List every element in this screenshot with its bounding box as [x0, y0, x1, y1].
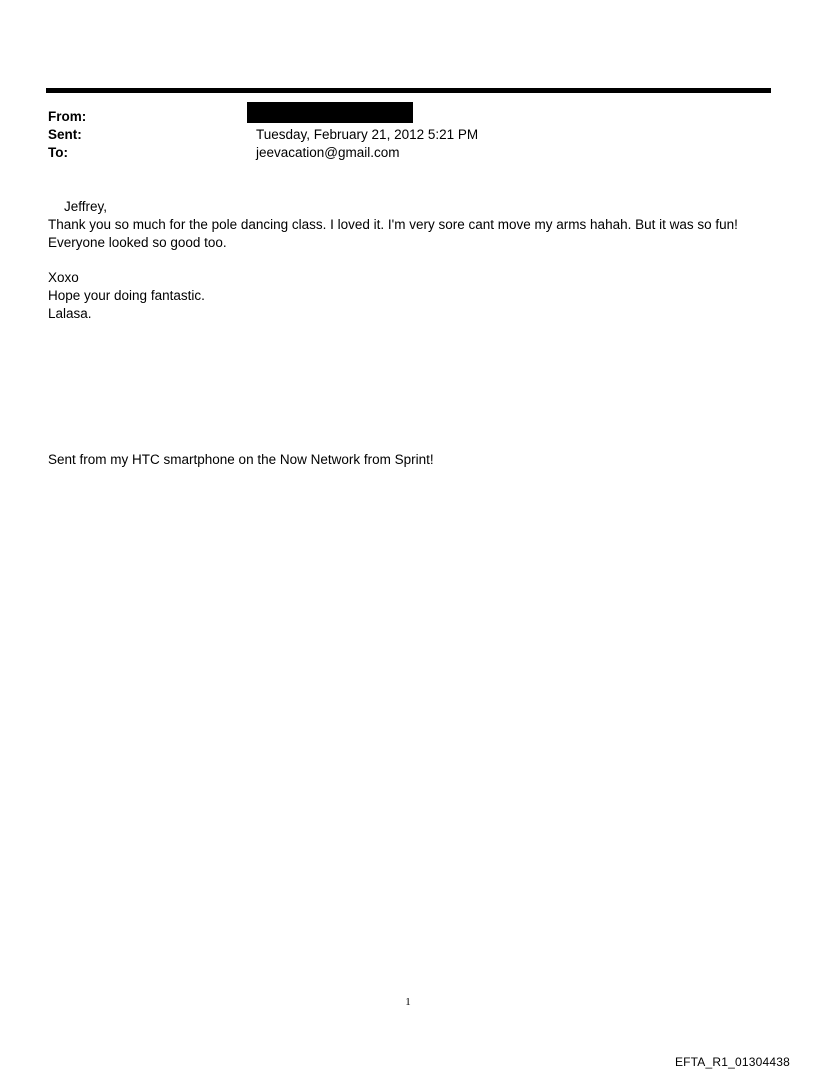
sent-label: Sent:	[48, 127, 82, 142]
signoff-xoxo: Xoxo	[48, 270, 79, 285]
to-label: To:	[48, 145, 68, 160]
signoff-name: Lalasa.	[48, 306, 92, 321]
redacted-sender	[247, 102, 413, 123]
signoff-wish: Hope your doing fantastic.	[48, 288, 205, 303]
bates-number: EFTA_R1_01304438	[674, 1055, 790, 1069]
greeting: Jeffrey,	[64, 199, 108, 214]
from-label: From:	[48, 109, 87, 124]
sent-value: Tuesday, February 21, 2012 5:21 PM	[256, 127, 479, 142]
to-value: jeevacation@gmail.com	[256, 145, 400, 160]
mobile-signature: Sent from my HTC smartphone on the Now Network from Sprint!	[48, 452, 434, 467]
page-number: 1	[405, 996, 411, 1008]
message-line-2: Everyone looked so good too.	[48, 235, 227, 250]
message-line-1: Thank you so much for the pole dancing class. I loved it. I'm very sore cant move my arms hahah. But it was so fun!	[48, 217, 738, 232]
header-divider	[46, 88, 771, 93]
